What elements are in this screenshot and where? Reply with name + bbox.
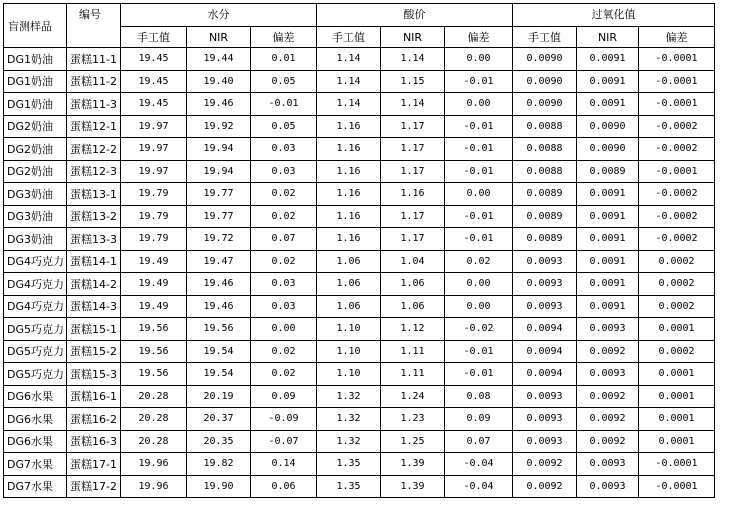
peroxide-nir-cell: 0.0091 <box>577 205 639 228</box>
peroxide-nir-cell: 0.0091 <box>577 48 639 71</box>
table-row <box>4 408 715 431</box>
acid-nir-cell: 1.23 <box>381 408 445 431</box>
moisture-nir-cell: 19.77 <box>187 205 251 228</box>
header-row-groups <box>4 4 715 27</box>
moisture-deviation-cell: 0.06 <box>251 475 317 498</box>
moisture-deviation-cell: 0.02 <box>251 250 317 273</box>
sample-cell: DG6水果 <box>4 430 67 453</box>
moisture-manual-cell: 19.79 <box>121 205 187 228</box>
peroxide-nir-cell: 0.0091 <box>577 250 639 273</box>
peroxide-deviation-cell: -0.0002 <box>639 205 715 228</box>
acid-deviation-cell: 0.09 <box>445 408 513 431</box>
peroxide-manual-cell: 0.0089 <box>513 228 577 251</box>
moisture-nir-cell: 19.77 <box>187 183 251 206</box>
table-row <box>4 160 715 183</box>
acid-nir-header: NIR <box>381 27 445 48</box>
table-row <box>4 318 715 341</box>
peroxide-manual-cell: 0.0092 <box>513 475 577 498</box>
acid-manual-cell: 1.16 <box>317 160 381 183</box>
acid-nir-cell: 1.12 <box>381 318 445 341</box>
moisture-nir-cell: 19.54 <box>187 340 251 363</box>
code-cell: 蛋糕11-3 <box>67 93 121 116</box>
code-cell: 蛋糕15-2 <box>67 340 121 363</box>
peroxide-nir-cell: 0.0091 <box>577 183 639 206</box>
peroxide-manual-cell: 0.0090 <box>513 48 577 71</box>
acid-nir-cell: 1.17 <box>381 115 445 138</box>
acid-nir-cell: 1.17 <box>381 160 445 183</box>
acid-deviation-cell: -0.04 <box>445 453 513 476</box>
moisture-deviation-cell: -0.07 <box>251 430 317 453</box>
sample-cell: DG1奶油 <box>4 93 67 116</box>
peroxide-manual-cell: 0.0088 <box>513 115 577 138</box>
acid-manual-cell: 1.06 <box>317 250 381 273</box>
table-row <box>4 273 715 296</box>
acid-manual-cell: 1.35 <box>317 453 381 476</box>
moisture-manual-cell: 19.56 <box>121 340 187 363</box>
acid-manual-cell: 1.32 <box>317 408 381 431</box>
acid-manual-cell: 1.06 <box>317 273 381 296</box>
peroxide-deviation-cell: 0.0002 <box>639 273 715 296</box>
peroxide-deviation-cell: 0.0001 <box>639 430 715 453</box>
peroxide-deviation-cell: 0.0001 <box>639 408 715 431</box>
acid-deviation-cell: -0.01 <box>445 70 513 93</box>
acid-nir-cell: 1.11 <box>381 363 445 386</box>
table-row <box>4 183 715 206</box>
moisture-nir-cell: 20.35 <box>187 430 251 453</box>
moisture-deviation-cell: 0.02 <box>251 340 317 363</box>
moisture-nir-cell: 19.92 <box>187 115 251 138</box>
moisture-manual-cell: 19.45 <box>121 93 187 116</box>
moisture-nir-cell: 20.37 <box>187 408 251 431</box>
sample-cell: DG6水果 <box>4 408 67 431</box>
acid-deviation-cell: 0.00 <box>445 93 513 116</box>
acid-nir-cell: 1.16 <box>381 183 445 206</box>
moisture-nir-cell: 19.46 <box>187 93 251 116</box>
peroxide-manual-cell: 0.0093 <box>513 273 577 296</box>
peroxide-nir-cell: 0.0091 <box>577 273 639 296</box>
acid-deviation-cell: 0.00 <box>445 183 513 206</box>
peroxide-nir-cell: 0.0092 <box>577 340 639 363</box>
acid-manual-cell: 1.14 <box>317 48 381 71</box>
moisture-manual-cell: 20.28 <box>121 408 187 431</box>
moisture-deviation-cell: -0.01 <box>251 93 317 116</box>
code-cell: 蛋糕12-3 <box>67 160 121 183</box>
moisture-deviation-cell: 0.02 <box>251 183 317 206</box>
moisture-manual-cell: 19.56 <box>121 318 187 341</box>
peroxide-nir-cell: 0.0090 <box>577 138 639 161</box>
acid-manual-cell: 1.10 <box>317 363 381 386</box>
code-header: 编号 <box>67 4 121 48</box>
table-row <box>4 430 715 453</box>
acid-deviation-cell: -0.01 <box>445 228 513 251</box>
acid-deviation-cell: 0.02 <box>445 250 513 273</box>
sample-header: 盲测样品 <box>4 4 67 48</box>
acid-nir-cell: 1.17 <box>381 205 445 228</box>
acid-nir-cell: 1.25 <box>381 430 445 453</box>
moisture-nir-cell: 19.54 <box>187 363 251 386</box>
sample-cell: DG5巧克力 <box>4 363 67 386</box>
table-row <box>4 115 715 138</box>
acid-deviation-header: 偏差 <box>445 27 513 48</box>
peroxide-nir-cell: 0.0093 <box>577 453 639 476</box>
table-row <box>4 93 715 116</box>
moisture-manual-cell: 19.79 <box>121 183 187 206</box>
moisture-nir-header: NIR <box>187 27 251 48</box>
moisture-nir-cell: 19.72 <box>187 228 251 251</box>
moisture-deviation-cell: 0.14 <box>251 453 317 476</box>
peroxide-deviation-cell: -0.0001 <box>639 475 715 498</box>
sample-cell: DG5巧克力 <box>4 318 67 341</box>
peroxide-manual-cell: 0.0093 <box>513 250 577 273</box>
acid-nir-cell: 1.04 <box>381 250 445 273</box>
group-header-acid-value: 酸价 <box>317 4 513 27</box>
acid-deviation-cell: -0.02 <box>445 318 513 341</box>
peroxide-nir-cell: 0.0093 <box>577 318 639 341</box>
moisture-nir-cell: 19.46 <box>187 295 251 318</box>
acid-manual-cell: 1.16 <box>317 183 381 206</box>
acid-manual-cell: 1.32 <box>317 385 381 408</box>
moisture-deviation-cell: -0.09 <box>251 408 317 431</box>
code-cell: 蛋糕13-1 <box>67 183 121 206</box>
code-cell: 蛋糕14-3 <box>67 295 121 318</box>
peroxide-nir-cell: 0.0091 <box>577 228 639 251</box>
moisture-manual-cell: 19.49 <box>121 295 187 318</box>
acid-manual-cell: 1.06 <box>317 295 381 318</box>
acid-manual-header: 手工值 <box>317 27 381 48</box>
sample-cell: DG5巧克力 <box>4 340 67 363</box>
moisture-manual-header: 手工值 <box>121 27 187 48</box>
moisture-manual-cell: 20.28 <box>121 430 187 453</box>
acid-nir-cell: 1.39 <box>381 475 445 498</box>
sample-cell: DG1奶油 <box>4 48 67 71</box>
moisture-manual-cell: 19.79 <box>121 228 187 251</box>
acid-deviation-cell: -0.04 <box>445 475 513 498</box>
moisture-deviation-cell: 0.03 <box>251 160 317 183</box>
sample-cell: DG1奶油 <box>4 70 67 93</box>
peroxide-deviation-cell: 0.0002 <box>639 340 715 363</box>
moisture-manual-cell: 19.49 <box>121 250 187 273</box>
acid-manual-cell: 1.16 <box>317 115 381 138</box>
acid-manual-cell: 1.35 <box>317 475 381 498</box>
group-header-moisture: 水分 <box>121 4 317 27</box>
table-row <box>4 340 715 363</box>
moisture-deviation-cell: 0.03 <box>251 138 317 161</box>
moisture-deviation-cell: 0.07 <box>251 228 317 251</box>
acid-nir-cell: 1.39 <box>381 453 445 476</box>
moisture-nir-cell: 20.19 <box>187 385 251 408</box>
acid-nir-cell: 1.06 <box>381 295 445 318</box>
sample-cell: DG4巧克力 <box>4 250 67 273</box>
peroxide-manual-cell: 0.0090 <box>513 70 577 93</box>
table-row <box>4 70 715 93</box>
code-cell: 蛋糕15-3 <box>67 363 121 386</box>
moisture-manual-cell: 19.97 <box>121 115 187 138</box>
acid-deviation-cell: 0.08 <box>445 385 513 408</box>
peroxide-nir-cell: 0.0092 <box>577 408 639 431</box>
acid-deviation-cell: 0.07 <box>445 430 513 453</box>
moisture-manual-cell: 19.56 <box>121 363 187 386</box>
moisture-deviation-cell: 0.01 <box>251 48 317 71</box>
acid-nir-cell: 1.06 <box>381 273 445 296</box>
moisture-deviation-cell: 0.03 <box>251 273 317 296</box>
moisture-manual-cell: 19.96 <box>121 475 187 498</box>
moisture-manual-cell: 19.97 <box>121 160 187 183</box>
code-cell: 蛋糕11-2 <box>67 70 121 93</box>
moisture-nir-cell: 19.44 <box>187 48 251 71</box>
code-cell: 蛋糕16-3 <box>67 430 121 453</box>
acid-manual-cell: 1.16 <box>317 205 381 228</box>
peroxide-deviation-cell: -0.0002 <box>639 138 715 161</box>
acid-nir-cell: 1.14 <box>381 93 445 116</box>
peroxide-deviation-cell: -0.0001 <box>639 70 715 93</box>
moisture-manual-cell: 19.97 <box>121 138 187 161</box>
acid-manual-cell: 1.14 <box>317 93 381 116</box>
peroxide-nir-cell: 0.0093 <box>577 363 639 386</box>
acid-manual-cell: 1.16 <box>317 228 381 251</box>
sample-cell: DG4巧克力 <box>4 295 67 318</box>
peroxide-deviation-cell: -0.0001 <box>639 160 715 183</box>
peroxide-deviation-cell: 0.0001 <box>639 318 715 341</box>
table-row <box>4 138 715 161</box>
table-row <box>4 205 715 228</box>
sample-cell: DG2奶油 <box>4 138 67 161</box>
moisture-deviation-cell: 0.03 <box>251 295 317 318</box>
acid-deviation-cell: -0.01 <box>445 115 513 138</box>
sample-cell: DG3奶油 <box>4 228 67 251</box>
peroxide-manual-cell: 0.0088 <box>513 160 577 183</box>
code-cell: 蛋糕12-1 <box>67 115 121 138</box>
moisture-deviation-cell: 0.02 <box>251 363 317 386</box>
peroxide-manual-cell: 0.0089 <box>513 183 577 206</box>
acid-nir-cell: 1.17 <box>381 138 445 161</box>
moisture-deviation-cell: 0.05 <box>251 70 317 93</box>
acid-deviation-cell: -0.01 <box>445 340 513 363</box>
acid-manual-cell: 1.16 <box>317 138 381 161</box>
sample-cell: DG3奶油 <box>4 183 67 206</box>
peroxide-manual-cell: 0.0090 <box>513 93 577 116</box>
code-cell: 蛋糕14-1 <box>67 250 121 273</box>
sample-cell: DG7水果 <box>4 475 67 498</box>
peroxide-manual-cell: 0.0094 <box>513 363 577 386</box>
moisture-nir-cell: 19.90 <box>187 475 251 498</box>
peroxide-manual-cell: 0.0089 <box>513 205 577 228</box>
peroxide-deviation-cell: -0.0001 <box>639 48 715 71</box>
moisture-deviation-cell: 0.05 <box>251 115 317 138</box>
moisture-manual-cell: 19.45 <box>121 48 187 71</box>
peroxide-nir-cell: 0.0091 <box>577 295 639 318</box>
table-row <box>4 475 715 498</box>
moisture-manual-cell: 20.28 <box>121 385 187 408</box>
moisture-nir-cell: 19.47 <box>187 250 251 273</box>
moisture-nir-cell: 19.82 <box>187 453 251 476</box>
peroxide-manual-cell: 0.0094 <box>513 318 577 341</box>
peroxide-nir-cell: 0.0089 <box>577 160 639 183</box>
peroxide-nir-cell: 0.0093 <box>577 475 639 498</box>
moisture-deviation-cell: 0.09 <box>251 385 317 408</box>
acid-deviation-cell: -0.01 <box>445 363 513 386</box>
moisture-nir-cell: 19.46 <box>187 273 251 296</box>
peroxide-manual-cell: 0.0093 <box>513 385 577 408</box>
acid-deviation-cell: 0.00 <box>445 273 513 296</box>
code-cell: 蛋糕13-3 <box>67 228 121 251</box>
table-row <box>4 363 715 386</box>
sample-cell: DG6水果 <box>4 385 67 408</box>
moisture-manual-cell: 19.49 <box>121 273 187 296</box>
acid-deviation-cell: -0.01 <box>445 138 513 161</box>
code-cell: 蛋糕15-1 <box>67 318 121 341</box>
code-cell: 蛋糕17-1 <box>67 453 121 476</box>
table-row <box>4 250 715 273</box>
acid-deviation-cell: -0.01 <box>445 160 513 183</box>
acid-manual-cell: 1.32 <box>317 430 381 453</box>
peroxide-deviation-cell: 0.0002 <box>639 295 715 318</box>
peroxide-deviation-cell: -0.0002 <box>639 228 715 251</box>
code-cell: 蛋糕11-1 <box>67 48 121 71</box>
sample-cell: DG3奶油 <box>4 205 67 228</box>
moisture-nir-cell: 19.40 <box>187 70 251 93</box>
acid-manual-cell: 1.10 <box>317 340 381 363</box>
peroxide-manual-cell: 0.0088 <box>513 138 577 161</box>
peroxide-nir-cell: 0.0091 <box>577 70 639 93</box>
moisture-nir-cell: 19.94 <box>187 138 251 161</box>
peroxide-deviation-cell: -0.0001 <box>639 453 715 476</box>
peroxide-manual-cell: 0.0094 <box>513 340 577 363</box>
sample-cell: DG2奶油 <box>4 115 67 138</box>
moisture-nir-cell: 19.56 <box>187 318 251 341</box>
peroxide-deviation-cell: 0.0001 <box>639 385 715 408</box>
peroxide-deviation-header: 偏差 <box>639 27 715 48</box>
acid-deviation-cell: -0.01 <box>445 205 513 228</box>
moisture-manual-cell: 19.45 <box>121 70 187 93</box>
peroxide-nir-header: NIR <box>577 27 639 48</box>
acid-nir-cell: 1.14 <box>381 48 445 71</box>
peroxide-deviation-cell: -0.0001 <box>639 93 715 116</box>
moisture-manual-cell: 19.96 <box>121 453 187 476</box>
peroxide-manual-cell: 0.0093 <box>513 295 577 318</box>
moisture-deviation-cell: 0.00 <box>251 318 317 341</box>
table-row <box>4 385 715 408</box>
acid-deviation-cell: 0.00 <box>445 48 513 71</box>
table-row <box>4 48 715 71</box>
acid-nir-cell: 1.17 <box>381 228 445 251</box>
table-row <box>4 295 715 318</box>
peroxide-manual-header: 手工值 <box>513 27 577 48</box>
peroxide-deviation-cell: -0.0002 <box>639 183 715 206</box>
code-cell: 蛋糕12-2 <box>67 138 121 161</box>
peroxide-manual-cell: 0.0093 <box>513 408 577 431</box>
code-cell: 蛋糕13-2 <box>67 205 121 228</box>
peroxide-deviation-cell: 0.0001 <box>639 363 715 386</box>
peroxide-nir-cell: 0.0092 <box>577 385 639 408</box>
moisture-deviation-cell: 0.02 <box>251 205 317 228</box>
table-row <box>4 228 715 251</box>
code-cell: 蛋糕14-2 <box>67 273 121 296</box>
acid-manual-cell: 1.10 <box>317 318 381 341</box>
acid-deviation-cell: 0.00 <box>445 295 513 318</box>
acid-nir-cell: 1.11 <box>381 340 445 363</box>
peroxide-manual-cell: 0.0093 <box>513 430 577 453</box>
peroxide-manual-cell: 0.0092 <box>513 453 577 476</box>
acid-nir-cell: 1.24 <box>381 385 445 408</box>
group-header-peroxide-value: 过氧化值 <box>513 4 715 27</box>
results-table <box>3 3 715 498</box>
acid-nir-cell: 1.15 <box>381 70 445 93</box>
moisture-nir-cell: 19.94 <box>187 160 251 183</box>
sample-cell: DG4巧克力 <box>4 273 67 296</box>
moisture-deviation-header: 偏差 <box>251 27 317 48</box>
peroxide-nir-cell: 0.0091 <box>577 93 639 116</box>
table-row <box>4 453 715 476</box>
peroxide-deviation-cell: 0.0002 <box>639 250 715 273</box>
sample-cell: DG2奶油 <box>4 160 67 183</box>
code-cell: 蛋糕16-1 <box>67 385 121 408</box>
peroxide-nir-cell: 0.0090 <box>577 115 639 138</box>
code-cell: 蛋糕16-2 <box>67 408 121 431</box>
peroxide-deviation-cell: -0.0002 <box>639 115 715 138</box>
acid-manual-cell: 1.14 <box>317 70 381 93</box>
sample-cell: DG7水果 <box>4 453 67 476</box>
code-cell: 蛋糕17-2 <box>67 475 121 498</box>
peroxide-nir-cell: 0.0092 <box>577 430 639 453</box>
